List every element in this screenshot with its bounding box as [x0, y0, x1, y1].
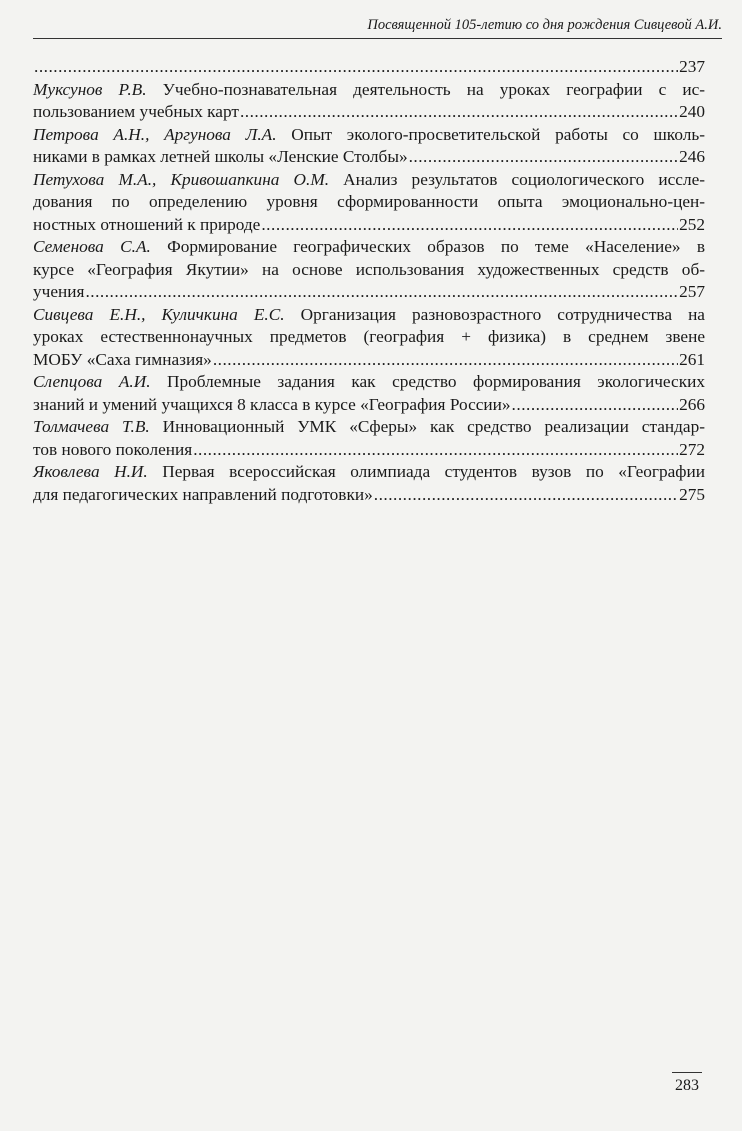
toc-entry[interactable] [33, 236, 705, 304]
dot-leader [34, 56, 678, 79]
entry-page-number: 240 [679, 102, 705, 121]
entry-title-end: тов нового поколения [33, 439, 193, 459]
entry-page-number: 266 [679, 394, 705, 414]
entry-author: Петухова М.А., Кривошапкина О.М. [33, 169, 330, 189]
entry-author: Семенова С.А. [33, 237, 151, 256]
entry-page-number: 237 [679, 57, 705, 76]
entry-title-end: МОБУ «Саха гимназия» [33, 349, 212, 369]
entry-title-end: пользованием учебных карт [33, 102, 239, 121]
toc-entry[interactable] [33, 304, 705, 372]
entry-title: Анализ результатов социологического иссле- [329, 169, 705, 189]
table-of-contents [33, 56, 705, 506]
dot-leader [374, 484, 678, 507]
footer-rule [672, 1072, 702, 1073]
toc-entry[interactable] [33, 124, 705, 169]
dot-leader [213, 349, 678, 372]
entry-title: Учебно-познавательная деятельность на уроках географии с ис- [146, 79, 705, 99]
entry-title: Формирование географических образов по теме «Население» в [150, 237, 705, 256]
entry-title-line: дования по определению уровня сформированности опыта эмоционально-цен- [33, 192, 705, 211]
entry-first-line [33, 169, 705, 192]
entry-first-line [33, 461, 705, 484]
entry-last-line [33, 281, 705, 304]
entry-title-line: курсе «География Якутии» на основе использования художественных средств об- [33, 259, 705, 279]
toc-entry[interactable] [33, 461, 705, 506]
entry-author: Толмачева Т.В. [33, 417, 150, 436]
entry-first-line [33, 236, 705, 259]
entry-last-line [33, 394, 705, 417]
entry-title: Инновационный УМК «Сферы» как средство реализации стандар- [149, 417, 705, 436]
entry-author: Муксунов Р.В. [33, 79, 147, 99]
toc-entry[interactable] [33, 416, 705, 461]
entry-last-line [33, 439, 705, 462]
entry-title: Опыт эколого-просветительской работы со школь- [276, 124, 705, 144]
dot-leader [512, 394, 679, 417]
entry-title-end: ностных отношений к природе [33, 214, 261, 234]
toc-entry[interactable] [33, 169, 705, 237]
entry-first-line [33, 124, 705, 147]
entry-last-line [33, 101, 705, 124]
entry-title: Проблемные задания как средство формирования экологических [150, 372, 705, 391]
dot-leader [193, 439, 678, 462]
entry-first-line [33, 416, 705, 439]
entry-author: Яковлева Н.И. [33, 462, 148, 481]
entry-title-line: уроках естественнонаучных предметов (география + физика) в среднем звене [33, 327, 705, 346]
dot-leader [409, 146, 678, 169]
entry-page-number: 261 [679, 349, 705, 369]
entry-first-line [33, 79, 705, 102]
entry-author: Слепцова А.И. [33, 372, 151, 391]
dot-leader [240, 101, 678, 124]
entry-author: Сивцева Е.Н., Куличкина Е.С. [33, 304, 285, 324]
toc-entry[interactable] [33, 79, 705, 124]
entry-title: Организация разновозрастного сотрудничества на [284, 304, 705, 324]
page-number: 283 [675, 1077, 699, 1094]
entry-author: Петрова А.Н., Аргунова Л.А. [33, 124, 277, 144]
entry-last-line [33, 214, 705, 237]
entry-page-number: 257 [679, 282, 705, 301]
entry-page-number: 252 [679, 214, 705, 234]
running-title: Посвященной 105-летию со дня рождения Сивцевой А.И. [367, 17, 722, 33]
entry-last-line [33, 56, 705, 79]
entry-last-line [33, 146, 705, 169]
dot-leader [261, 214, 678, 237]
entry-first-line [33, 304, 705, 327]
entry-first-line [33, 371, 705, 394]
entry-page-number: 275 [679, 484, 705, 504]
entry-title-end: никами в рамках летней школы «Ленские Столбы» [33, 147, 408, 166]
entry-page-number: 246 [679, 147, 705, 166]
entry-title-end: знаний и умений учащихся 8 класса в курсе «География России» [33, 394, 511, 414]
entry-title: Первая всероссийская олимпиада студентов вузов по «Географии [147, 462, 705, 481]
entry-last-line [33, 349, 705, 372]
entry-title-end: для педагогических направлений подготовки» [33, 484, 373, 504]
running-header [33, 14, 722, 39]
entry-last-line [33, 484, 705, 507]
dot-leader [85, 281, 678, 304]
entry-page-number: 272 [679, 439, 705, 459]
entry-title-end: учения [33, 282, 85, 301]
toc-entry[interactable] [33, 371, 705, 416]
toc-entry[interactable] [33, 56, 705, 79]
